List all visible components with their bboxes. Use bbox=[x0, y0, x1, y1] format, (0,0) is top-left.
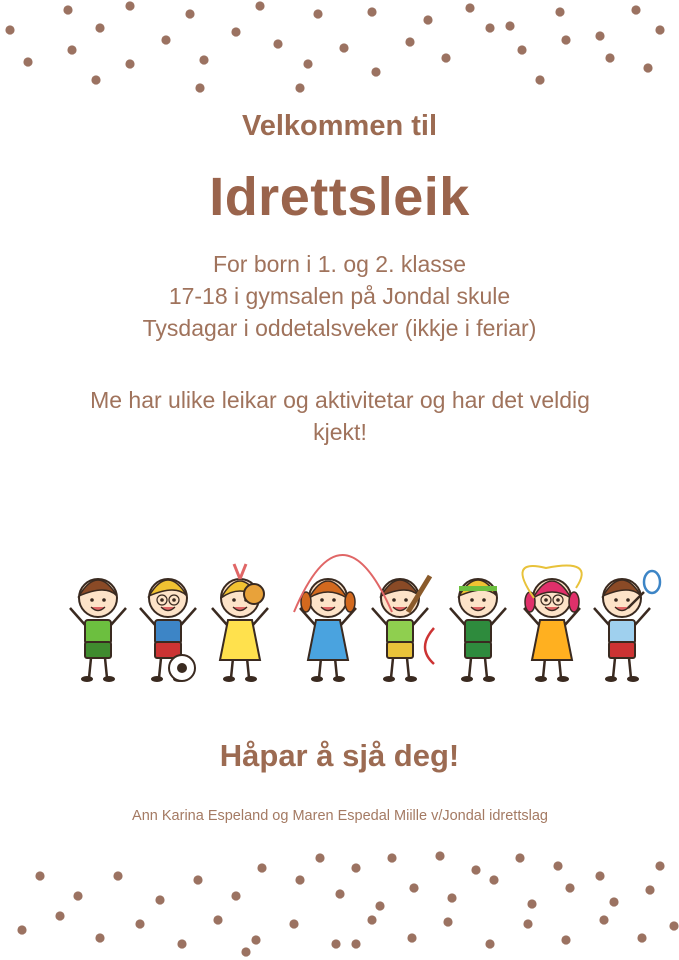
polka-dot bbox=[257, 863, 266, 872]
polka-dot bbox=[17, 925, 26, 934]
polka-dot bbox=[643, 63, 652, 72]
polka-dot bbox=[527, 899, 536, 908]
polka-dot bbox=[295, 83, 304, 92]
polka-dot bbox=[367, 7, 376, 16]
polka-dot bbox=[407, 933, 416, 942]
polka-dot bbox=[405, 37, 414, 46]
soccer-ball bbox=[169, 655, 195, 681]
polka-dot bbox=[387, 853, 396, 862]
polka-dot bbox=[485, 23, 494, 32]
polka-dot bbox=[193, 875, 202, 884]
polka-dot bbox=[95, 933, 104, 942]
polka-dot bbox=[73, 891, 82, 900]
polka-dot bbox=[409, 883, 418, 892]
polka-dot bbox=[565, 883, 574, 892]
toy-ball bbox=[244, 584, 264, 604]
polka-dot bbox=[441, 53, 450, 62]
polka-dot bbox=[63, 5, 72, 14]
polka-dot bbox=[95, 23, 104, 32]
polka-dot bbox=[485, 939, 494, 948]
polka-dot bbox=[599, 915, 608, 924]
polka-dot bbox=[199, 55, 208, 64]
polka-dot bbox=[255, 1, 264, 10]
polka-dot bbox=[231, 891, 240, 900]
polka-dot bbox=[331, 939, 340, 948]
polka-dot bbox=[609, 897, 618, 906]
info-line-audience: For born i 1. og 2. klasse bbox=[212, 251, 467, 277]
polka-dot bbox=[55, 911, 64, 920]
child-figure bbox=[212, 564, 268, 682]
polka-dot bbox=[351, 939, 360, 948]
polka-dot bbox=[155, 895, 164, 904]
polka-dot bbox=[669, 921, 678, 930]
polka-dot bbox=[423, 15, 432, 24]
polka-dot bbox=[135, 919, 144, 928]
polka-dot bbox=[185, 9, 194, 18]
polka-dot bbox=[523, 919, 532, 928]
polka-dot bbox=[631, 5, 640, 14]
polka-dot bbox=[435, 851, 444, 860]
event-title: Idrettsleik bbox=[209, 167, 470, 227]
polka-dot bbox=[489, 875, 498, 884]
polka-dot bbox=[605, 53, 614, 62]
polka-dot bbox=[91, 75, 100, 84]
organizer-credit: Ann Karina Espeland og Maren Espedal Miille v/Jondal idrettslag bbox=[132, 808, 548, 824]
polka-dot bbox=[313, 9, 322, 18]
polka-dot bbox=[371, 67, 380, 76]
event-info bbox=[0, 248, 679, 344]
polka-dot bbox=[375, 901, 384, 910]
polka-dot bbox=[23, 57, 32, 66]
child-figure bbox=[70, 579, 126, 682]
polka-dot bbox=[555, 7, 564, 16]
child-figure bbox=[450, 579, 506, 682]
event-description: Me har ulike leikar og aktivitetar og har det veldig kjekt! bbox=[90, 387, 590, 445]
child-figure bbox=[300, 579, 356, 682]
bow bbox=[425, 628, 434, 664]
polka-dot bbox=[35, 871, 44, 880]
polka-dot bbox=[505, 21, 514, 30]
polka-dot bbox=[303, 59, 312, 68]
polka-dot bbox=[161, 35, 170, 44]
polka-dot bbox=[561, 935, 570, 944]
polka-dot bbox=[339, 43, 348, 52]
slogan: Håpar å sjå deg! bbox=[219, 738, 460, 773]
polka-dot bbox=[447, 893, 456, 902]
polka-dot bbox=[213, 915, 222, 924]
polka-dot bbox=[595, 871, 604, 880]
polka-dot bbox=[561, 35, 570, 44]
polka-dot bbox=[655, 25, 664, 34]
polka-dot bbox=[195, 83, 204, 92]
polka-dot bbox=[177, 939, 186, 948]
polka-dot bbox=[335, 889, 344, 898]
polka-dot bbox=[465, 3, 474, 12]
polka-dot bbox=[125, 1, 134, 10]
polka-dot bbox=[595, 31, 604, 40]
polka-dot bbox=[295, 875, 304, 884]
polka-dot bbox=[113, 871, 122, 880]
polka-dot bbox=[443, 917, 452, 926]
info-line-schedule: Tysdagar i oddetalsveker (ikkje i feriar) bbox=[142, 315, 537, 341]
polka-dot bbox=[517, 45, 526, 54]
children-playing-illustration bbox=[36, 528, 672, 688]
info-line-time-place: 17-18 i gymsalen på Jondal skule bbox=[168, 283, 511, 309]
polka-dot bbox=[273, 39, 282, 48]
polka-dot bbox=[553, 861, 562, 870]
welcome-heading: Velkommen til bbox=[241, 110, 437, 142]
polka-dot bbox=[5, 25, 14, 34]
polka-dot bbox=[367, 915, 376, 924]
polka-dot bbox=[535, 75, 544, 84]
polka-dot bbox=[67, 45, 76, 54]
polka-dot bbox=[645, 885, 654, 894]
polka-dot bbox=[251, 935, 260, 944]
polka-dot bbox=[637, 933, 646, 942]
polka-dot bbox=[241, 947, 250, 956]
polka-dot bbox=[315, 853, 324, 862]
polka-dot bbox=[125, 59, 134, 68]
polka-dot bbox=[471, 865, 480, 874]
polka-dot bbox=[515, 853, 524, 862]
polka-dot bbox=[231, 27, 240, 36]
polka-dot bbox=[351, 863, 360, 872]
polka-dot bbox=[289, 919, 298, 928]
polka-dot bbox=[655, 861, 664, 870]
